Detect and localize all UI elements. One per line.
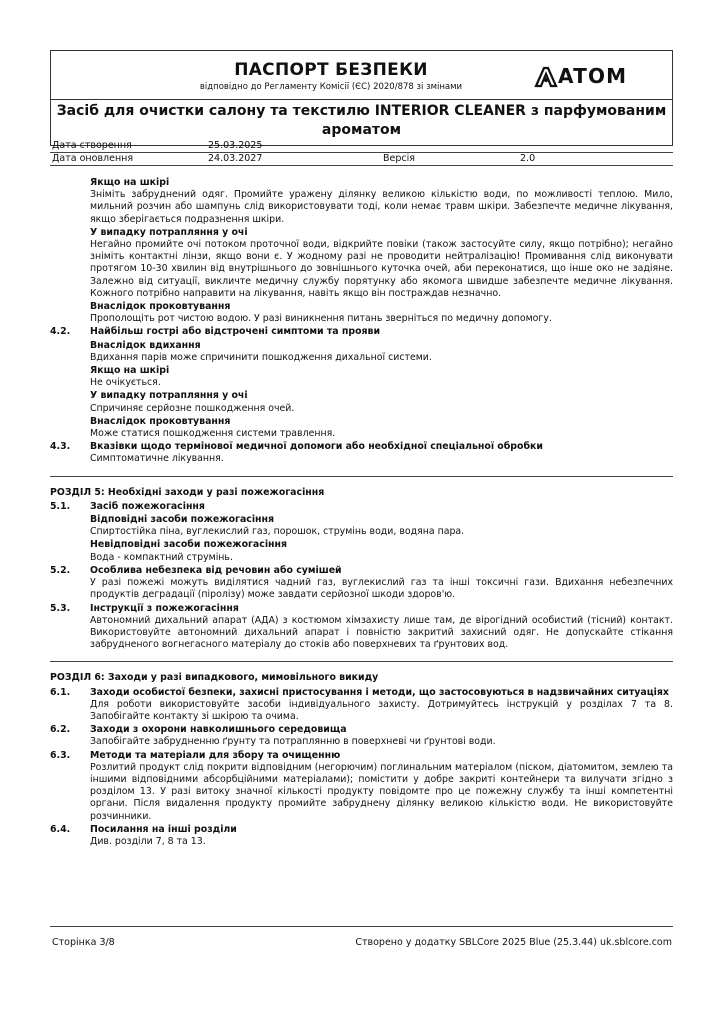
section-number: 6.2. [50,724,71,736]
text-6-4: Див. розділи 7, 8 та 13. [90,835,206,847]
section-title: Методи та матеріали для збору та очищенню [90,749,341,761]
document-header [50,50,673,146]
created-with: Створено у додатку SBLCore 2025 Blue (25.3.44) uk.sblcore.com [355,937,672,948]
subheading-ingestion: Внаслідок проковтування [90,301,231,313]
section-4-3 [50,441,673,453]
text-5-3: Автономний дихальний апарат (АДА) з костюмом хімзахисту лише там, де вірогідний особистий (тісний) контакт. Використовуйте автономний дихальний апарат і повністю закритий захисний одяг. Не допускайте стікання забрудненого вогнегасного матеріалу до стоків або поверхневих та ґрунтових вод. [90,614,673,651]
section-number: 4.2. [50,326,71,338]
subheading-skin-2: Якщо на шкірі [90,365,170,377]
product-name: Засіб для очистки салону та текстилю INTERIOR CLEANER з парфумованим ароматом [56,103,667,138]
subheading-ingestion-2: Внаслідок проковтування [90,415,231,427]
text-suitable-media: Спиртостійка піна, вуглекислий газ, порошок, струмінь води, водяна пара. [90,526,465,538]
section-number: 6.3. [50,749,71,761]
version-value: 2.0 [520,153,536,164]
updated-label: Дата оновлення [52,153,134,164]
section-title: Вказівки щодо термінової медичної допомоги або необхідної спеціальної обробки [90,441,543,453]
text-eyes-2: Спричиняє серйозне пошкодження очей. [90,402,295,414]
divider [50,476,673,477]
created-label: Дата створення [52,140,132,151]
subheading-eyes-2: У випадку потрапляння у очі [90,390,248,402]
text-inhalation: Вдихання парів може спричинити пошкодження дихальної системи. [90,351,432,363]
subheading-suitable-media: Відповідні засоби пожежогасіння [90,514,275,526]
header-top [51,51,672,100]
footer-divider [50,926,673,927]
section-6-3 [50,750,673,762]
section-title: Інструкції з пожежогасіння [90,602,239,614]
chapter-6-title: РОЗДІЛ 6: Заходи у разі випадкового, мимовільного викиду [50,672,379,684]
section-number: 5.2. [50,564,71,576]
document-title: ПАСПОРТ БЕЗПЕКИ [234,60,428,80]
section-6-1 [50,687,673,699]
version-label: Версія [383,153,415,164]
section-number: 6.4. [50,823,71,835]
subheading-skin: Якщо на шкірі [90,177,170,188]
section-title: Заходи з охорони навколишнього середовища [90,724,347,736]
page-number: Сторінка 3/8 [52,937,115,948]
logo-text: ATOM [558,64,628,88]
section-number: 6.1. [50,686,71,698]
document-body [50,176,673,849]
updated-value: 24.03.2027 [208,153,263,164]
subheading-eyes: У випадку потрапляння у очі [90,226,248,238]
regulation-subtitle: відповідно до Регламенту Комісії (ЄС) 2020/878 зі змінами [199,82,463,92]
section-6-2 [50,724,673,736]
text-5-2: У разі пожежі можуть виділятися чадний газ, вуглекислий газ та інші токсичні гази. Вдихання небезпечних продуктів деградації (піролізу) може завдати серйозної шкоди здоров'ю. [90,577,673,601]
section-5-3 [50,603,673,615]
text-6-3: Розлитий продукт слід покрити відповідним (негорючим) поглинальним матеріалом (піском, діатомитом, землею та іншими відповідними абсорбційними матеріалами); помістити у добре закриті контейнери та вилучати згідно з розділом 13. У разі витоку значної кількості продукту повідомте про це пожежну службу та інші компетентні органи. Після видалення продукту промийте забруднену ділянку великою кількістю води. Не використовуйте розчинники. [90,761,673,822]
section-title: Посилання на інші розділи [90,823,237,835]
text-ingestion: Прополощіть рот чистою водою. У разі виникнення питань зверніться по медичну допомогу. [90,313,552,325]
section-number: 5.1. [50,500,71,512]
text-unsuitable-media: Вода - компактний струмінь. [90,551,233,563]
section-number: 4.3. [50,441,71,453]
text-4-3: Симптоматичне лікування. [90,453,224,465]
section-title: Особлива небезпека від речовин або сумішей [90,564,342,576]
text-6-2: Запобігайте забрудненню ґрунту та потраплянню в поверхневі чи ґрунтові води. [90,736,496,748]
atom-logo [534,64,664,88]
text-skin: Зніміть забруднений одяг. Промийте уражену ділянку великою кількістю води, по можливості теплою. Мило, мильний розчин або шампунь слід використовувати тоді, коли немає травм шкіри. Забезпечте медичне лікування, якщо зберігається подразнення шкіри. [90,189,673,225]
meta-row-updated [50,153,673,166]
text-6-1: Для роботи використовуйте засоби індивідуального захисту. Дотримуйтесь інструкцій у розділах 7 та 8. Запобігайте контакту зі шкірою та очима. [90,698,673,722]
subheading-inhalation: Внаслідок вдихання [90,339,201,351]
logo-mark-icon [534,64,558,88]
subheading-unsuitable-media: Невідповідні засоби пожежогасіння [90,539,288,551]
text-skin-2: Не очікується. [90,377,161,389]
created-value: 25.03.2025 [208,140,263,151]
section-title: Найбільш гострі або відстрочені симптоми та прояви [90,326,381,338]
chapter-5-title: РОЗДІЛ 5: Необхідні заходи у разі пожежогасіння [50,486,325,498]
section-number: 5.3. [50,602,71,614]
document-meta [50,140,673,166]
section-6-4 [50,824,673,836]
text-ingestion-2: Може статися пошкодження системи травлення. [90,428,336,440]
divider [50,661,673,662]
section-title: Засіб пожежогасіння [90,500,205,512]
section-4-2 [50,326,673,338]
meta-row-created [50,140,673,153]
section-5-2 [50,565,673,577]
text-eyes: Негайно промийте очі потоком проточної води, відкрийте повіки (також застосуйте силу, якщо потрібно); негайно зніміть контактні лінзи, якщо вони є. У жодному разі не проводити нейтралізацію! Промивання слід виконувати протягом 10-30 хвилин від внутрішнього до зовнішнього куточка очей, аби переконатися, що інше око не задіяне. Залежно від ситуації, викличте медичну службу порятунку або якомога швидше забезпечте медичне лікування. Кожного потрібно направити на лікування, навіть якщо він постраждав незначно. [90,239,673,299]
section-5-1 [50,501,673,513]
section-title: Заходи особистої безпеки, захисні пристосування і методи, що застосовуються в надзвичайних ситуаціях [90,686,669,698]
